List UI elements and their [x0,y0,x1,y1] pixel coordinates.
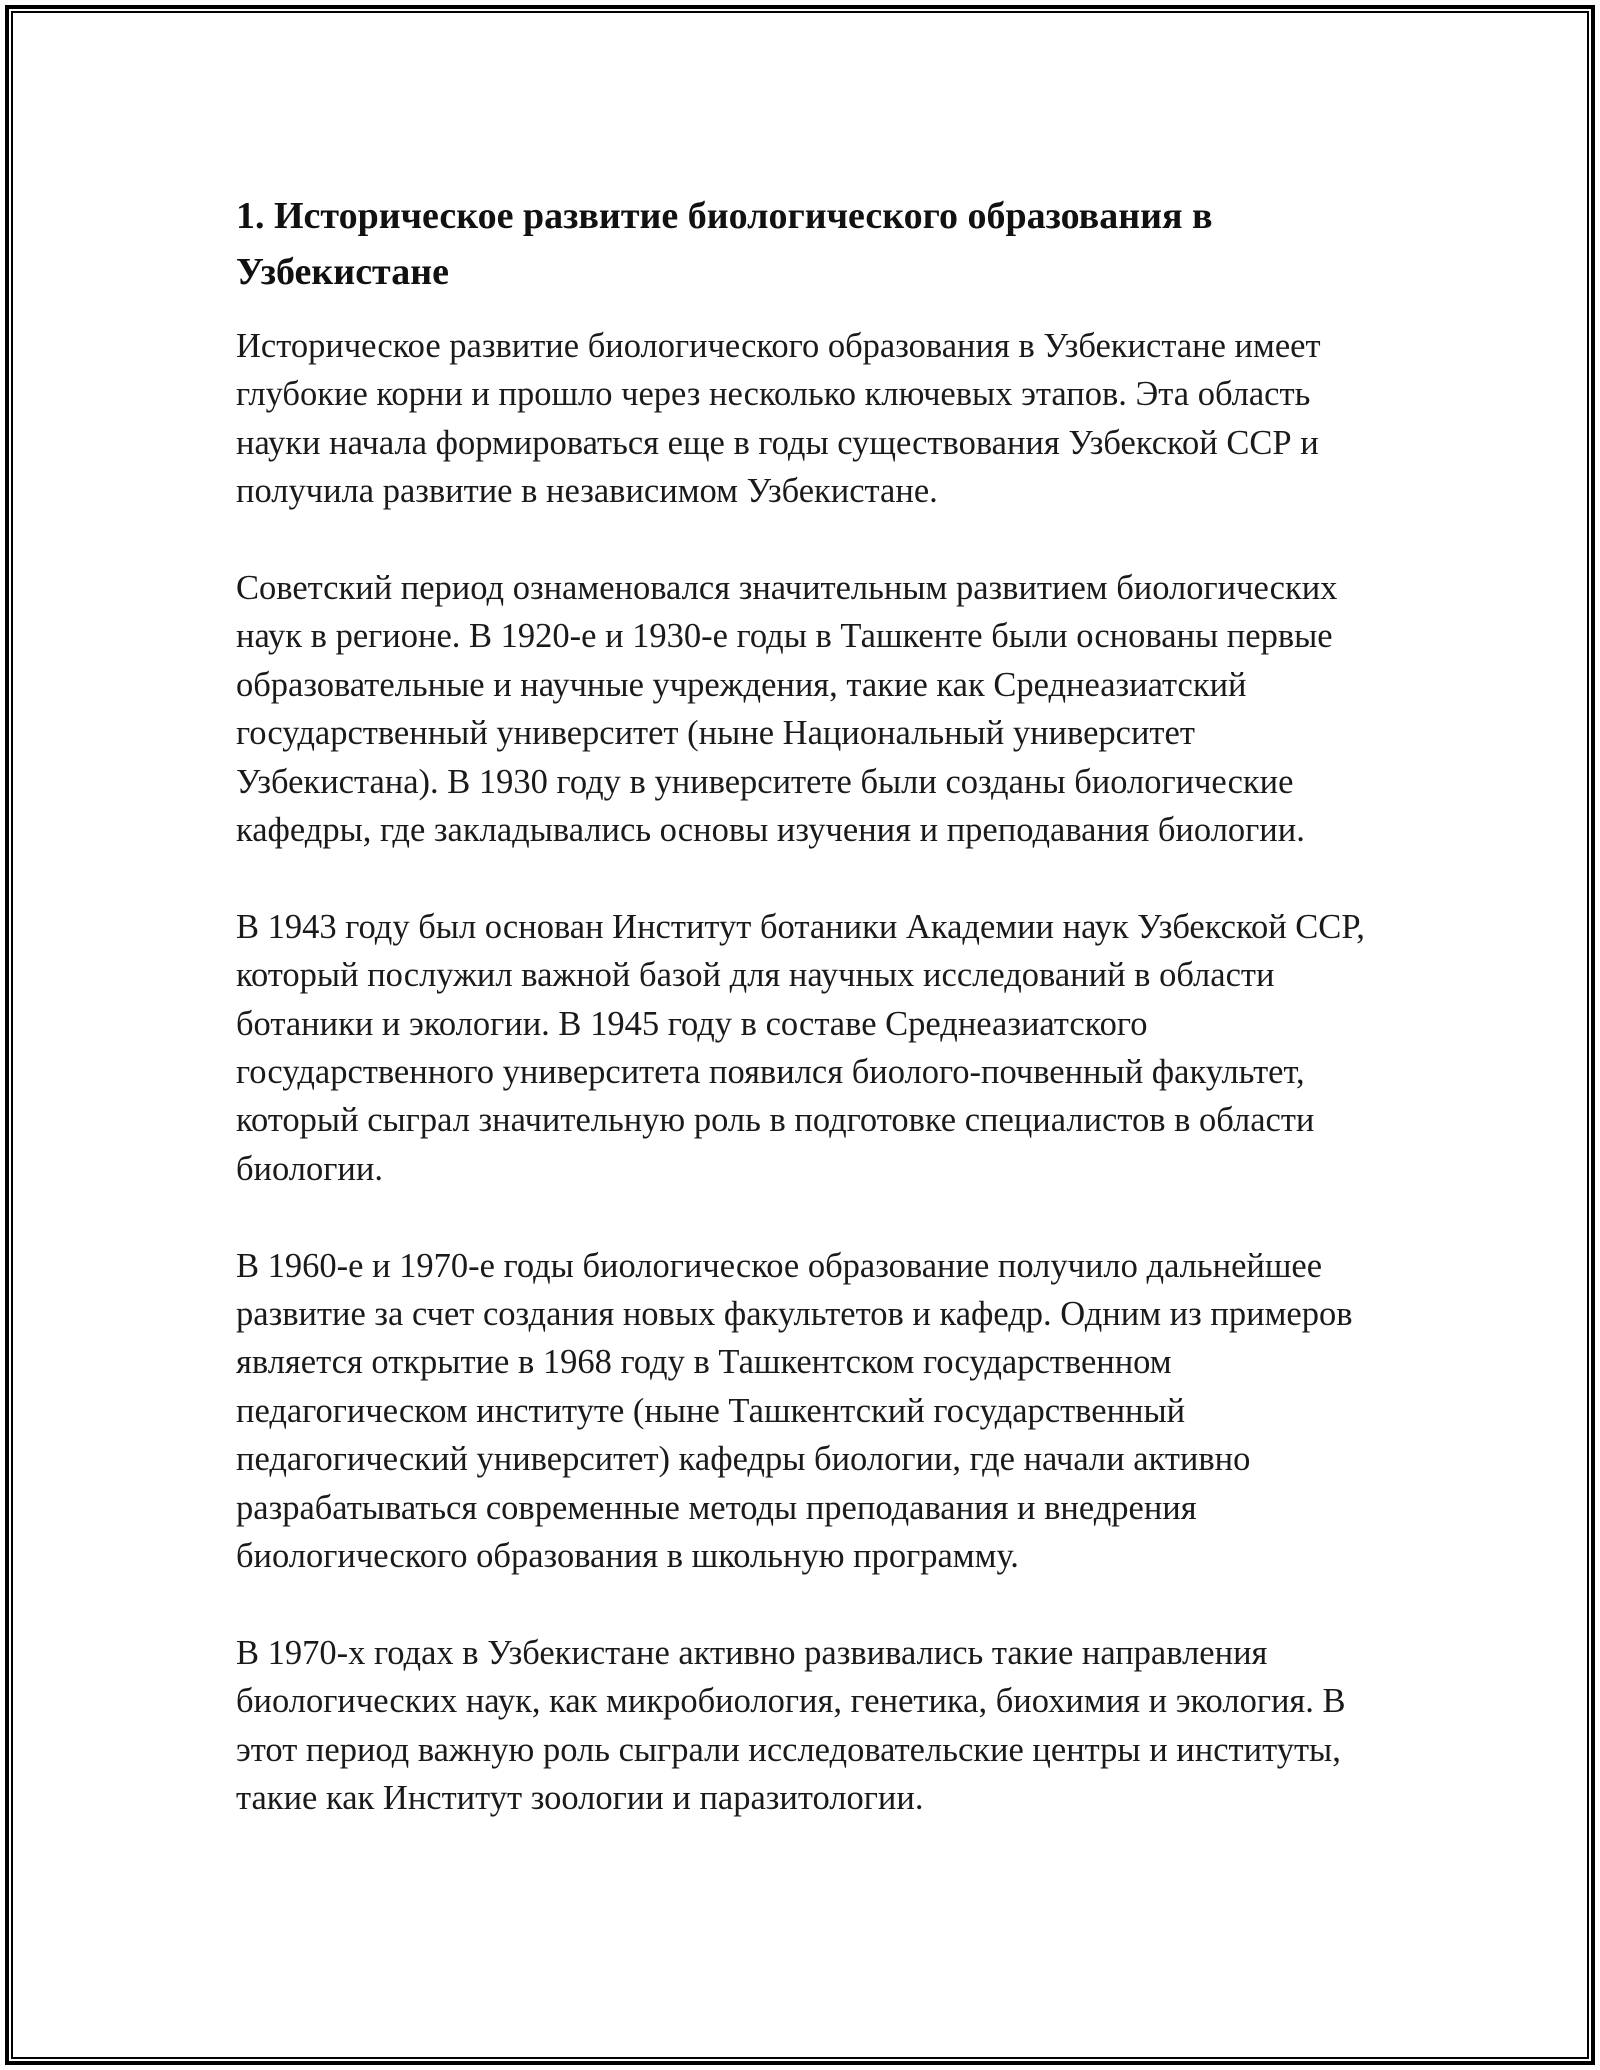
paragraph-1943-1945: В 1943 году был основан Институт ботаники Академии наук Узбекской ССР, который послужил важной базой для научных исследований в области ботаники и экологии. В 1945 году в составе Среднеазиатского государственного университета появился биолого-почвенный факультет, который сыграл значительную роль в подготовке специалистов в области биологии. [236,907,1365,1188]
paragraph-soviet-period: Советский период ознаменовался значительным развитием биологических наук в регионе. В 1920-е и 1930-е годы в Ташкенте были основаны первые образовательные и научные учреждения, такие как Среднеазиатский государственный университет (ныне Национальный университет Узбекистана). В 1930 году в университете были созданы биологические кафедры, где закладывались основы изучения и преподавания биологии. [236,569,1338,850]
paragraph-intro: Историческое развитие биологического образования в Узбекистане имеет глубокие корни и прошло через несколько ключевых этапов. Эта область науки начала формироваться еще в годы существования Узбекской ССР и получила развитие в независимом Узбекистане. [236,327,1321,511]
paragraph-1970s-directions: В 1970-х годах в Узбекистане активно развивались такие направления биологических наук, как микробиология, генетика, биохимия и экология. В этот период важную роль сыграли исследовательские центры и институты, такие как Институт зоологии и паразитологии. [236,1633,1346,1818]
paragraph-1960s-1970s: В 1960-е и 1970-е годы биологическое образование получило дальнейшее развитие за счет создания новых факультетов и кафедр. Одним из примеров является открытие в 1968 году в Ташкентском государственном педагогическом институте (ныне Ташкентский государственный педагогический университет) кафедры биологии, где начали активно разрабатываться современные методы преподавания и внедрения биологического образования в школьную программу. [236,1246,1353,1576]
document-body [236,188,1376,1871]
section-heading: 1. Историческое развитие биологического образования в Узбекистане [236,195,1213,293]
